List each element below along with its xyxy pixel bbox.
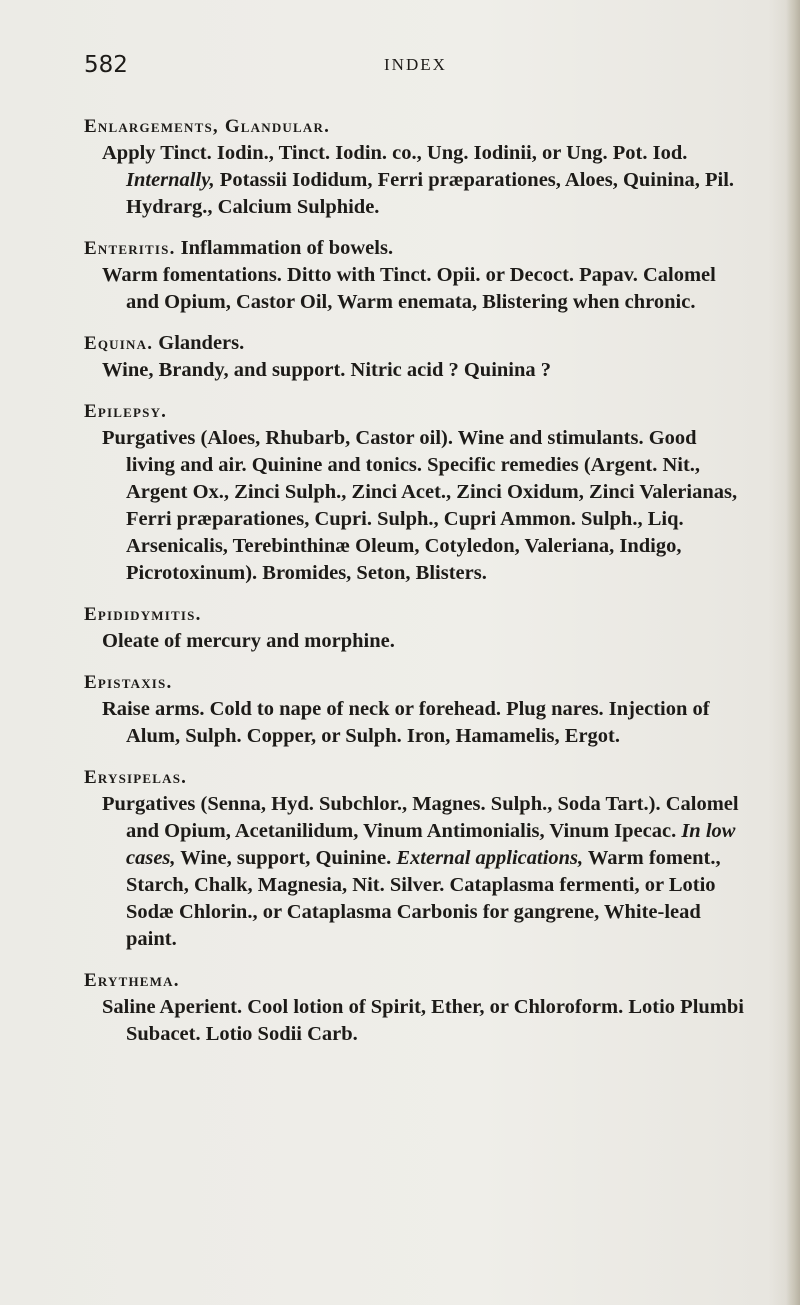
entry-heading-line	[84, 330, 744, 357]
index-entry	[84, 967, 744, 1048]
entry-body-text: Warm foment., Starch, Chalk, Magnesia, Nit. Silver. Cataplasma fermenti, or Lotio Sodæ Chlorin., or Cataplasma Carbonis for gangrene, White-lead paint.	[126, 847, 721, 950]
entry-term: Enlargements, Glandular.	[84, 116, 331, 137]
entry-body	[102, 425, 744, 587]
entry-body	[102, 140, 744, 221]
index-entry	[84, 235, 744, 316]
index-entry	[84, 330, 744, 384]
entry-heading-line	[84, 764, 744, 791]
entry-term-description: Glanders.	[158, 332, 245, 354]
entry-body-italic: In low cases,	[126, 820, 736, 869]
index-entry	[84, 113, 744, 221]
entry-body-text: Raise arms. Cold to nape of neck or forehead. Plug nares. Injection of Alum, Sulph. Copper, or Sulph. Iron, Hamamelis, Ergot.	[102, 698, 710, 747]
entry-body	[102, 696, 744, 750]
index-entry	[84, 601, 744, 655]
entry-term: Equina.	[84, 333, 154, 354]
entry-term: Epilepsy.	[84, 401, 168, 422]
running-head: INDEX	[384, 55, 447, 74]
index-entries	[84, 113, 744, 1062]
entry-body	[102, 357, 744, 384]
entry-heading-line	[84, 113, 744, 140]
entry-heading-line	[84, 669, 744, 696]
entry-body-text: Warm fomentations. Ditto with Tinct. Opii. or Decoct. Papav. Calomel and Opium, Castor Oil, Warm enemata, Blistering when chronic.	[102, 264, 716, 313]
entry-body	[102, 994, 744, 1048]
entry-heading-line	[84, 601, 744, 628]
entry-body-text: Apply Tinct. Iodin., Tinct. Iodin. co., Ung. Iodinii, or Ung. Pot. Iod.	[102, 142, 688, 164]
entry-term: Epistaxis.	[84, 672, 173, 693]
entry-body-text: Saline Aperient. Cool lotion of Spirit, Ether, or Chloroform. Lotio Plumbi Subacet. Lotio Sodii Carb.	[102, 996, 744, 1045]
entry-body-italic: External applications,	[396, 847, 584, 869]
entry-body-text: Wine, support, Quinine.	[175, 847, 397, 869]
entry-heading-line	[84, 398, 744, 425]
page-edge-shadow	[786, 0, 800, 1305]
entry-body-text: Oleate of mercury and morphine.	[102, 630, 395, 652]
index-entry	[84, 398, 744, 587]
entry-body	[102, 791, 744, 953]
entry-body-text: Potassii Iodidum, Ferri præparationes, Aloes, Quinina, Pil. Hydrarg., Calcium Sulphide.	[126, 169, 735, 218]
entry-body	[102, 262, 744, 316]
entry-body-text: Purgatives (Aloes, Rhubarb, Castor oil). Wine and stimulants. Good living and air. Quinine and tonics. Specific remedies (Argent. Nit., Argent Ox., Zinci Sulph., Zinci Acet., Zinci Oxidum, Zinci Valerianas, Ferri præparationes, Cupri. Sulph., Cupri Ammon. Sulph., Liq. Arsenicalis, Terebinthinæ Oleum, Cotyledon, Valeriana, Indigo, Picrotoxinum). Bromides, Seton, Blisters.	[102, 427, 738, 584]
entry-body-text: Wine, Brandy, and support. Nitric acid ? Quinina ?	[102, 359, 552, 381]
entry-body	[102, 628, 744, 655]
entry-term: Enteritis.	[84, 238, 176, 259]
entry-heading-line	[84, 967, 744, 994]
index-entry	[84, 764, 744, 953]
entry-term: Erysipelas.	[84, 767, 188, 788]
entry-heading-line	[84, 235, 744, 262]
entry-term: Erythema.	[84, 970, 180, 991]
index-entry	[84, 669, 744, 750]
entry-term: Epididymitis.	[84, 604, 202, 625]
entry-term-description: Inflammation of bowels.	[180, 237, 394, 259]
page-header	[84, 52, 724, 82]
entry-body-italic: Internally,	[126, 169, 215, 191]
entry-body-text: Purgatives (Senna, Hyd. Subchlor., Magnes. Sulph., Soda Tart.). Calomel and Opium, Acetanilidum, Vinum Antimonialis, Vinum Ipecac.	[102, 793, 739, 842]
page-number: 582	[84, 52, 128, 78]
